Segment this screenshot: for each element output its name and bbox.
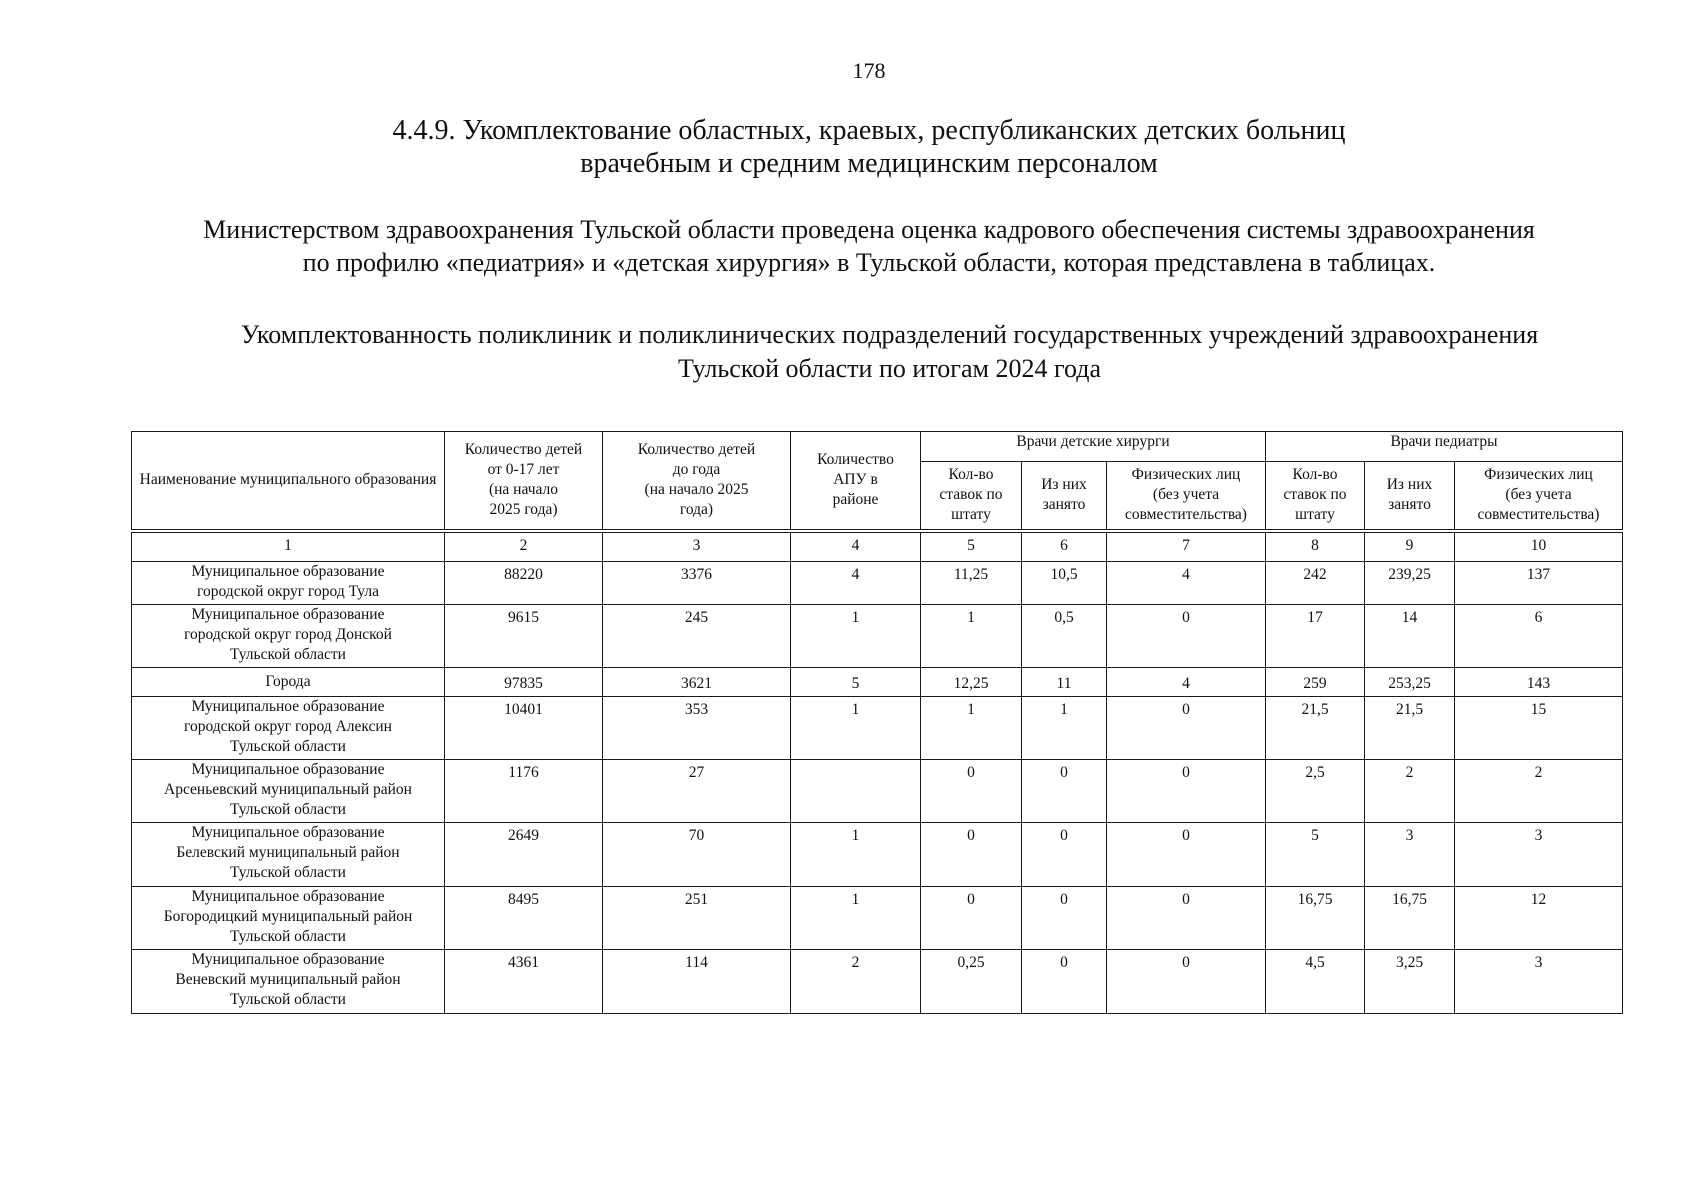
value-cell: 1: [1022, 697, 1107, 760]
value-cell: 5: [791, 668, 921, 697]
municipality-name-cell: [132, 823, 445, 887]
value-cell: 2: [791, 950, 921, 1014]
table-row: [132, 823, 1623, 887]
header-children-0-17: Количество детей от 0-17 лет (на начало 2025 года): [445, 432, 603, 531]
value-cell: 1: [921, 605, 1022, 668]
value-cell: 1: [791, 697, 921, 760]
value-cell: 1: [791, 887, 921, 950]
municipality-name-line: Города: [265, 673, 311, 690]
value-cell: 4: [1107, 668, 1266, 697]
value-cell: 15: [1455, 697, 1623, 760]
value-cell: 259: [1266, 668, 1365, 697]
value-cell: 0: [1107, 950, 1266, 1014]
column-number-cell: 8: [1266, 531, 1365, 562]
column-number-cell: 1: [132, 531, 445, 562]
value-cell: 8495: [445, 887, 603, 950]
table-row: [132, 697, 1623, 760]
municipality-name-line: Тульской области: [230, 738, 346, 755]
municipality-name-line: Муниципальное образование: [191, 951, 385, 968]
municipality-name-line: Тульской области: [230, 646, 346, 663]
municipality-name-cell: [132, 950, 445, 1014]
municipality-name-line: Белевский муниципальный район: [176, 844, 400, 861]
value-cell: 10,5: [1022, 562, 1107, 605]
header-surgeons-group: Врачи детские хирурги: [921, 432, 1266, 462]
municipality-name-line: Муниципальное образование: [191, 606, 385, 623]
value-cell: 97835: [445, 668, 603, 697]
value-cell: 21,5: [1266, 697, 1365, 760]
value-cell: 143: [1455, 668, 1623, 697]
staffing-table: [131, 431, 1623, 1014]
value-cell: 12,25: [921, 668, 1022, 697]
header-pediatricians-staff-positions: Кол-во ставок по штату: [1266, 462, 1365, 531]
municipality-name-line: Муниципальное образование: [191, 761, 385, 778]
value-cell: 0: [1022, 760, 1107, 823]
value-cell: 0: [1022, 950, 1107, 1014]
header-surgeons-staff-positions: Кол-во ставок по штату: [921, 462, 1022, 531]
table-row: [132, 760, 1623, 823]
municipality-name-cell: [132, 605, 445, 668]
municipality-name-line: Богородицкий муниципальный район: [163, 908, 413, 925]
section-title-line: врачебным и средним медицинским персоналом: [580, 148, 1158, 179]
value-cell: 0: [921, 887, 1022, 950]
value-cell: 242: [1266, 562, 1365, 605]
value-cell: 5: [1266, 823, 1365, 887]
table-row: [132, 950, 1623, 1014]
column-number-cell: 3: [603, 531, 791, 562]
value-cell: 0,25: [921, 950, 1022, 1014]
value-cell: 1176: [445, 760, 603, 823]
value-cell: 253,25: [1365, 668, 1455, 697]
value-cell: 3,25: [1365, 950, 1455, 1014]
table-title: [0, 318, 1696, 386]
municipality-name-line: Тульской области: [230, 864, 346, 881]
value-cell: 11: [1022, 668, 1107, 697]
header-pediatricians-group: Врачи педиатры: [1266, 432, 1623, 462]
municipality-name-cell: [132, 697, 445, 760]
table-title-line: Укомплектованность поликлиник и поликлинических подразделений государственных учреждений здравоохранения: [240, 320, 1539, 349]
municipality-name-cell: [132, 760, 445, 823]
municipality-name-line: Веневский муниципальный район: [175, 971, 401, 988]
value-cell: 3621: [603, 668, 791, 697]
value-cell: 14: [1365, 605, 1455, 668]
header-children-under-1: Количество детей до года (на начало 2025 года): [603, 432, 791, 531]
municipality-name-cell: [132, 562, 445, 605]
value-cell: 1: [791, 823, 921, 887]
value-cell: 3376: [603, 562, 791, 605]
value-cell: 0,5: [1022, 605, 1107, 668]
value-cell: 0: [1107, 605, 1266, 668]
table-body: [132, 531, 1623, 1014]
table-title-line: Тульской области по итогам 2024 года: [678, 354, 1101, 383]
municipality-name-line: Арсеньевский муниципальный район: [164, 781, 412, 798]
column-number-cell: 7: [1107, 531, 1266, 562]
value-cell: 0: [921, 823, 1022, 887]
value-cell: 16,75: [1266, 887, 1365, 950]
column-number-cell: 4: [791, 531, 921, 562]
intro-line: Министерством здравоохранения Тульской области проведена оценка кадрового обеспечения системы здравоохранения: [203, 215, 1535, 244]
municipality-name-line: городской округ город Донской: [184, 626, 392, 643]
value-cell: 1: [921, 697, 1022, 760]
value-cell: 27: [603, 760, 791, 823]
value-cell: 70: [603, 823, 791, 887]
municipality-name-line: Тульской области: [230, 801, 346, 818]
municipality-name-line: Муниципальное образование: [191, 563, 385, 580]
value-cell: 1: [791, 605, 921, 668]
value-cell: 0: [1022, 823, 1107, 887]
value-cell: 11,25: [921, 562, 1022, 605]
value-cell: 6: [1455, 605, 1623, 668]
value-cell: 3: [1455, 950, 1623, 1014]
value-cell: 114: [603, 950, 791, 1014]
intro-paragraph: [0, 213, 1696, 279]
value-cell: 88220: [445, 562, 603, 605]
municipality-name-line: Тульской области: [230, 991, 346, 1008]
header-surgeons-individuals: Физических лиц (без учета совместительства): [1107, 462, 1266, 531]
value-cell: 10401: [445, 697, 603, 760]
value-cell: 2,5: [1266, 760, 1365, 823]
municipality-name-line: Муниципальное образование: [191, 888, 385, 905]
value-cell: 0: [1107, 887, 1266, 950]
header-surgeons-occupied: Из них занято: [1022, 462, 1107, 531]
header-apu-count: Количество АПУ в районе: [791, 432, 921, 531]
value-cell: 0: [1107, 823, 1266, 887]
municipality-name-line: Муниципальное образование: [191, 824, 385, 841]
column-number-cell: 6: [1022, 531, 1107, 562]
municipality-name-line: городской округ город Тула: [197, 583, 379, 600]
municipality-name-cell: [132, 668, 445, 697]
table-row: [132, 562, 1623, 605]
value-cell: 17: [1266, 605, 1365, 668]
table-row: [132, 668, 1623, 697]
value-cell: 2: [1455, 760, 1623, 823]
municipality-name-line: Муниципальное образование: [191, 698, 385, 715]
value-cell: 4: [791, 562, 921, 605]
value-cell: 137: [1455, 562, 1623, 605]
column-number-cell: 5: [921, 531, 1022, 562]
value-cell: 0: [921, 760, 1022, 823]
value-cell: 2649: [445, 823, 603, 887]
value-cell: [791, 760, 921, 823]
value-cell: 353: [603, 697, 791, 760]
value-cell: 16,75: [1365, 887, 1455, 950]
column-number-cell: 2: [445, 531, 603, 562]
section-title: [0, 114, 1696, 180]
value-cell: 245: [603, 605, 791, 668]
value-cell: 0: [1022, 887, 1107, 950]
column-number-row: [132, 531, 1623, 562]
section-title-line: 4.4.9. Укомплектование областных, краевых, республиканских детских больниц: [392, 115, 1346, 146]
value-cell: 12: [1455, 887, 1623, 950]
column-number-cell: 10: [1455, 531, 1623, 562]
intro-line: по профилю «педиатрия» и «детская хирургия» в Тульской области, которая представлена в таблицах.: [302, 248, 1436, 277]
value-cell: 3: [1455, 823, 1623, 887]
value-cell: 239,25: [1365, 562, 1455, 605]
value-cell: 0: [1107, 697, 1266, 760]
value-cell: 9615: [445, 605, 603, 668]
table-row: [132, 887, 1623, 950]
value-cell: 21,5: [1365, 697, 1455, 760]
value-cell: 251: [603, 887, 791, 950]
municipality-name-cell: [132, 887, 445, 950]
header-pediatricians-occupied: Из них занято: [1365, 462, 1455, 531]
value-cell: 3: [1365, 823, 1455, 887]
municipality-name-line: городской округ город Алексин: [184, 718, 392, 735]
column-number-cell: 9: [1365, 531, 1455, 562]
table-row: [132, 605, 1623, 668]
value-cell: 4,5: [1266, 950, 1365, 1014]
municipality-name-line: Тульской области: [230, 928, 346, 945]
value-cell: 4: [1107, 562, 1266, 605]
header-pediatricians-individuals: Физических лиц (без учета совместительства): [1455, 462, 1623, 531]
value-cell: 4361: [445, 950, 603, 1014]
page-number: 178: [852, 58, 886, 83]
header-municipality: Наименование муниципального образования: [132, 432, 445, 531]
value-cell: 0: [1107, 760, 1266, 823]
value-cell: 2: [1365, 760, 1455, 823]
